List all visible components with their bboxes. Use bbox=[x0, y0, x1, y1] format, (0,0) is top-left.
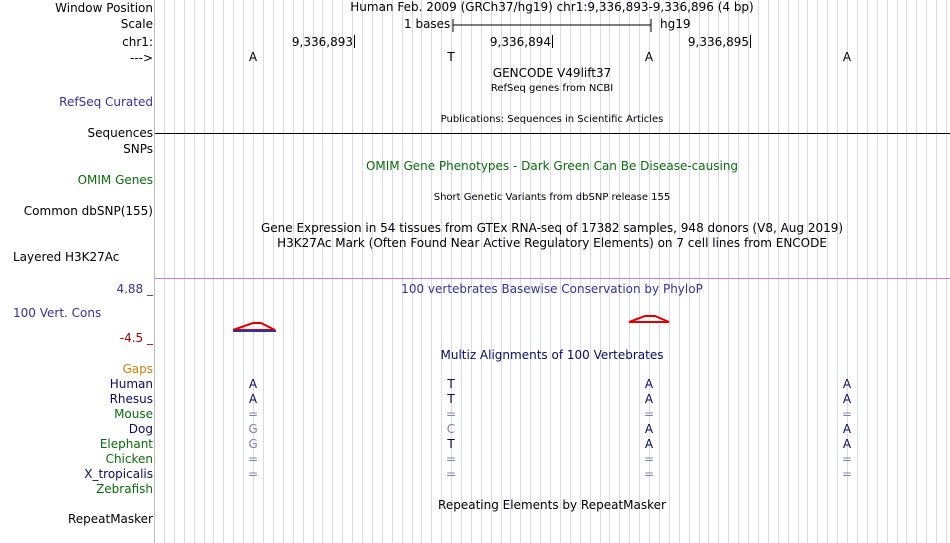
alignment-base: = bbox=[841, 452, 853, 466]
label-chrom: chr1: bbox=[122, 35, 153, 49]
label-layered-h3k27ac[interactable]: Layered H3K27Ac bbox=[13, 250, 120, 264]
alignment-base: T bbox=[447, 377, 455, 391]
position-tick bbox=[354, 35, 355, 48]
species-label[interactable]: Mouse bbox=[114, 407, 153, 421]
track-multiz-title[interactable]: Multiz Alignments of 100 Vertebrates bbox=[440, 348, 664, 362]
alignment-base: A bbox=[842, 422, 852, 436]
label-sequences[interactable]: Sequences bbox=[87, 126, 153, 140]
alignment-base: A bbox=[644, 437, 654, 451]
track-phylop-title[interactable]: 100 vertebrates Basewise Conservation by PhyloP bbox=[401, 282, 703, 296]
alignment-base: = bbox=[841, 407, 853, 421]
alignment-base: = bbox=[841, 467, 853, 481]
track-publications-title[interactable]: Publications: Sequences in Scientific Articles bbox=[440, 114, 664, 125]
species-label[interactable]: Dog bbox=[128, 422, 153, 436]
alignment-base: A bbox=[644, 422, 654, 436]
track-dbsnp-title[interactable]: Short Genetic Variants from dbSNP release 155 bbox=[433, 192, 671, 203]
label-gaps[interactable]: Gaps bbox=[122, 362, 153, 376]
alignment-base: A bbox=[644, 377, 654, 391]
alignment-base: = bbox=[643, 452, 655, 466]
label-cons-max: 4.88 _ bbox=[116, 282, 153, 296]
label-repeatmasker[interactable]: RepeatMasker bbox=[67, 512, 153, 526]
alignment-base: = bbox=[643, 407, 655, 421]
scale-bar bbox=[452, 18, 654, 34]
alignment-base: A bbox=[248, 392, 258, 406]
label-refseq-curated[interactable]: RefSeq Curated bbox=[59, 95, 153, 109]
base-letter: A bbox=[644, 50, 654, 64]
label-vert-cons[interactable]: 100 Vert. Cons bbox=[13, 306, 102, 320]
species-label[interactable]: Elephant bbox=[99, 437, 153, 451]
alignment-base: = bbox=[247, 467, 259, 481]
phylop-conservation-plot bbox=[155, 313, 950, 338]
species-label[interactable]: X_tropicalis bbox=[84, 467, 153, 481]
sequences-track-line bbox=[155, 133, 950, 134]
track-separator bbox=[155, 278, 950, 279]
label-common-dbsnp[interactable]: Common dbSNP(155) bbox=[23, 204, 153, 218]
alignment-base: A bbox=[842, 377, 852, 391]
species-label[interactable]: Chicken bbox=[105, 452, 153, 466]
scale-text: 1 bases bbox=[404, 17, 451, 31]
alignment-base: G bbox=[248, 422, 258, 436]
alignment-base: = bbox=[247, 407, 259, 421]
track-refseq-title[interactable]: RefSeq genes from NCBI bbox=[490, 83, 614, 94]
label-snps[interactable]: SNPs bbox=[123, 142, 153, 156]
window-position-title: Human Feb. 2009 (GRCh37/hg19) chr1:9,336,893-9,336,896 (4 bp) bbox=[350, 0, 754, 14]
label-window-position: Window Position bbox=[55, 1, 153, 15]
label-omim-genes[interactable]: OMIM Genes bbox=[77, 173, 153, 187]
scale-assembly: hg19 bbox=[660, 17, 691, 31]
track-gtex-title[interactable]: Gene Expression in 54 tissues from GTEx RNA-seq of 17382 samples, 948 donors (V8, Aug 2019) bbox=[260, 221, 844, 235]
alignment-base: A bbox=[842, 392, 852, 406]
position-label: 9,336,893 bbox=[291, 35, 353, 49]
species-label[interactable]: Zebrafish bbox=[96, 482, 153, 496]
track-omim-title[interactable]: OMIM Gene Phenotypes - Dark Green Can Be Disease-causing bbox=[365, 159, 739, 173]
alignment-base: T bbox=[447, 437, 455, 451]
alignment-base: = bbox=[445, 407, 457, 421]
label-scale: Scale bbox=[120, 17, 153, 31]
label-strand: ---> bbox=[129, 51, 153, 65]
species-label[interactable]: Rhesus bbox=[109, 392, 153, 406]
gutter-divider bbox=[154, 0, 155, 543]
alignment-base: = bbox=[247, 452, 259, 466]
position-tick bbox=[552, 35, 553, 48]
position-label: 9,336,894 bbox=[489, 35, 551, 49]
alignment-base: A bbox=[644, 392, 654, 406]
track-h3k27ac-title[interactable]: H3K27Ac Mark (Often Found Near Active Regulatory Elements) on 7 cell lines from ENCODE bbox=[277, 236, 827, 250]
alignment-base: = bbox=[445, 467, 457, 481]
base-letter: A bbox=[842, 50, 852, 64]
alignment-base: G bbox=[248, 437, 258, 451]
alignment-base: = bbox=[643, 467, 655, 481]
alignment-base: A bbox=[248, 377, 258, 391]
track-gencode-title[interactable]: GENCODE V49lift37 bbox=[492, 66, 612, 80]
species-label[interactable]: Human bbox=[109, 377, 153, 391]
track-repeatmasker-title[interactable]: Repeating Elements by RepeatMasker bbox=[438, 498, 666, 512]
alignment-base: C bbox=[446, 422, 456, 436]
base-letter: A bbox=[248, 50, 258, 64]
position-tick bbox=[750, 35, 751, 48]
base-letter: T bbox=[447, 50, 455, 64]
position-label: 9,336,895 bbox=[687, 35, 749, 49]
alignment-base: T bbox=[447, 392, 455, 406]
label-cons-min: -4.5 _ bbox=[119, 331, 153, 345]
alignment-base: = bbox=[445, 452, 457, 466]
alignment-base: A bbox=[842, 437, 852, 451]
